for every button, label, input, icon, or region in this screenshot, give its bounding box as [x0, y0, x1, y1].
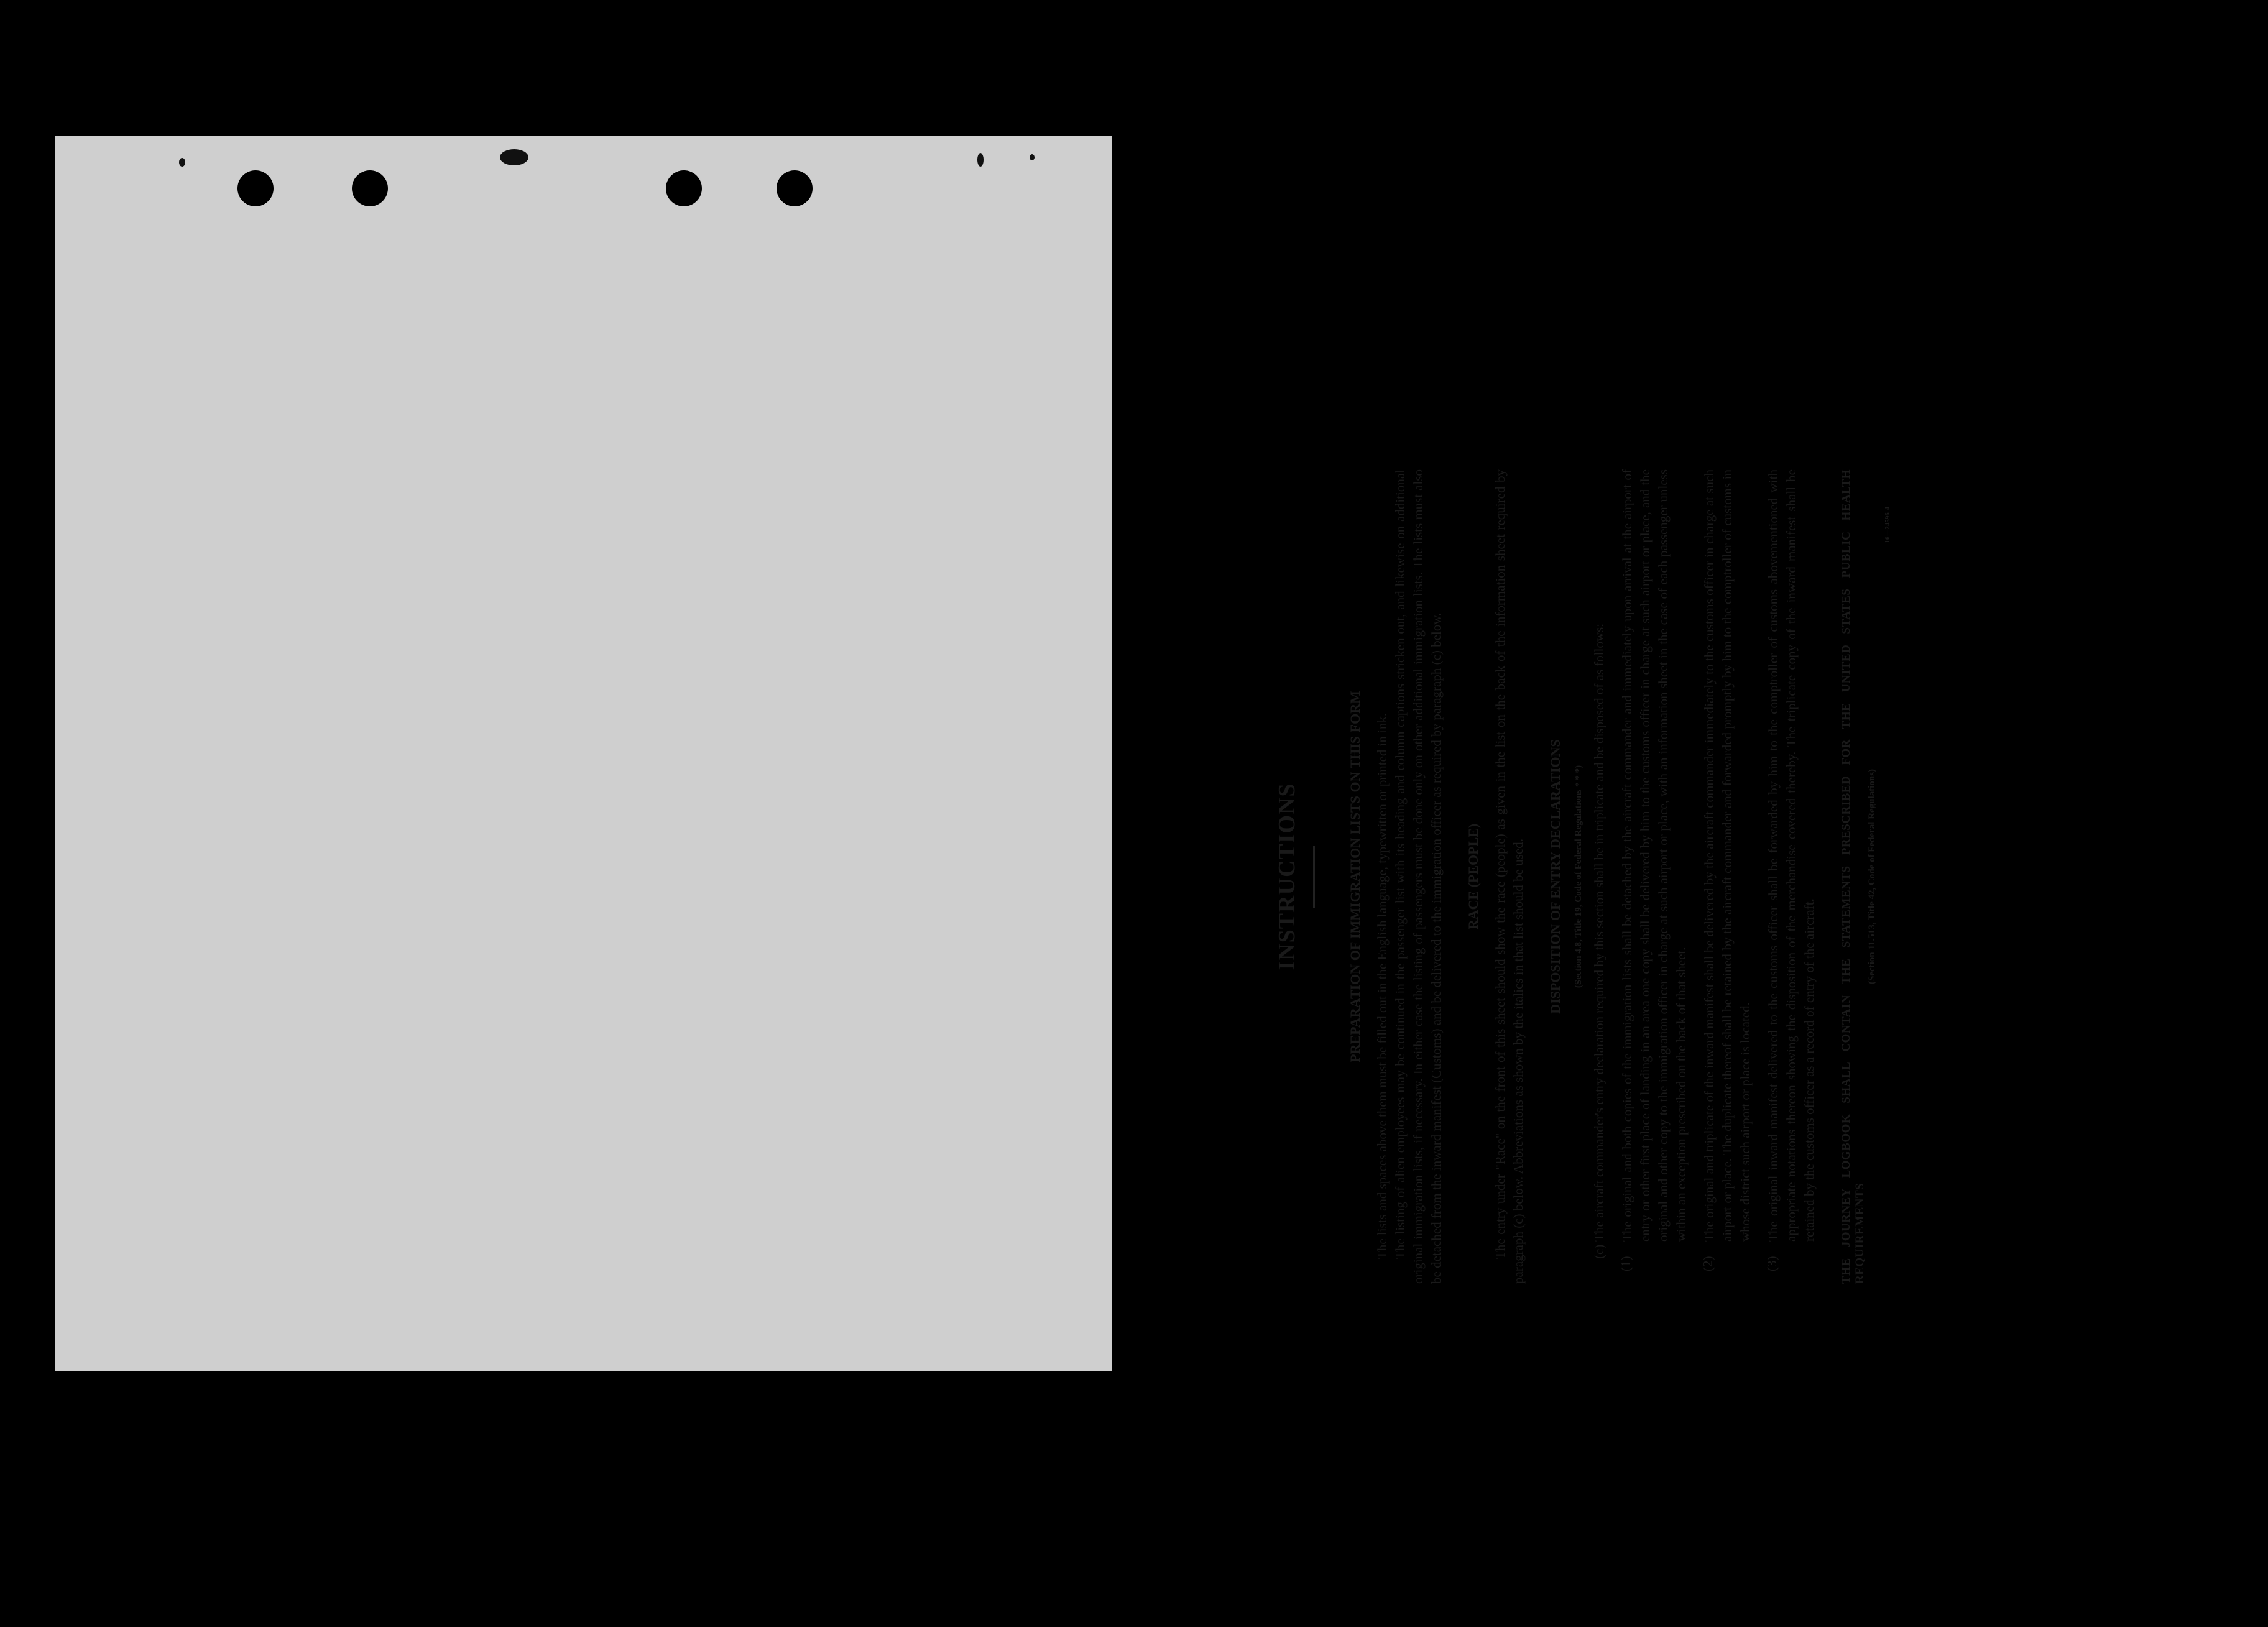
- punch-hole: [352, 170, 388, 206]
- footer-citation: (Section 11.513, Title 42, Code of Federal Regulations): [1867, 768, 1877, 985]
- scanned-page: [55, 136, 1891, 1371]
- list-item: [1618, 469, 1690, 1284]
- item-text: The original and triplicate of the inward manifest shall be delivered by the aircraft commander immediately to the customs officer in charge at such airport or place. The duplicate thereof shall be retained by the aircraft commander and forwarded promptly by him to the comptroller of customs in whose district such airport or place is located.: [1702, 469, 1753, 1242]
- title-underline: [1313, 846, 1315, 908]
- punch-hole: [777, 170, 813, 206]
- punch-hole: [666, 170, 702, 206]
- rotated-content: [1273, 438, 2268, 1371]
- section-heading-preparation: PREPARATION OF IMMIGRATION LISTS ON THIS FORM: [1347, 691, 1363, 1062]
- item-number: (1): [1618, 1256, 1633, 1271]
- paragraph: The entry under "Race" on the front of this sheet should show the race (people) as given in the list on the back of the information sheet required by paragraph (c) below. Abbreviations as shown by the italics in that list should be used.: [1493, 469, 1526, 1284]
- ink-speck: [179, 158, 185, 167]
- punch-hole: [237, 170, 274, 206]
- footer-statement: THE JOURNEY LOGBOOK SHALL CONTAIN THE STATEMENTS PRESCRIBED FOR THE UNITED STATES PUBLIC HEALTH REQUIREMENTS: [1840, 469, 1866, 1284]
- paragraph: The listing of alien employees may be continued in the passenger list with its heading and column captions stricken out, and likewise on additional original immigration lists, if necessary. In either case the listing of passengers must be done only on other additional immigration lists. The lists must also be detached from the inward manifest (Customs) and be delivered to the immigration officer as required by paragraph (c) below.: [1393, 469, 1444, 1284]
- item-text: The original inward manifest delivered to the customs officer shall be forwarded by him to the comptroller of customs abovementioned with appropriate notations thereon showing the disposition of the merchandise covered thereby. The triplicate copy of the inward manifest shall be retained by the customs officer as a record of entry of the aircraft.: [1766, 469, 1817, 1242]
- list-item: [1700, 469, 1754, 1284]
- item-number: (2): [1700, 1256, 1715, 1271]
- citation: (Section 4.8, Title 19, Code of Federal Regulations * * *): [1574, 765, 1583, 989]
- section-heading-race: RACE (PEOPLE): [1465, 823, 1481, 930]
- page-title: INSTRUCTIONS: [1274, 783, 1300, 970]
- item-number: (3): [1764, 1256, 1779, 1271]
- paragraph: (c) The aircraft commander's entry declaration required by this section shall be in triplicate and be disposed of as follows:: [1592, 623, 1606, 1259]
- torn-edge-mark: [500, 149, 528, 165]
- instructions-text: [1273, 469, 1891, 1284]
- item-text: The original and both copies of the immigration lists shall be detached by the aircraft commander and immediately upon arrival at the airport of entry or other first place of landing in an area one copy shall be delivered by him to the customs officer in charge at such airport or place, and the original and other copy to the immigration officer in charge at such airport or place, with an information sheet in the case of each passenger unless within an exception prescribed on the back of that sheet.: [1620, 469, 1689, 1242]
- form-number: 16—24596-4: [1884, 507, 1891, 543]
- section-heading-disposition: DISPOSITION OF ENTRY DECLARATIONS: [1547, 739, 1563, 1014]
- paragraph: The lists and spaces above them must be filled out in the English language, typewritten or printed in ink.: [1375, 712, 1390, 1259]
- ink-speck: [977, 153, 984, 167]
- list-item: [1764, 469, 1819, 1284]
- ink-speck: [1030, 154, 1035, 160]
